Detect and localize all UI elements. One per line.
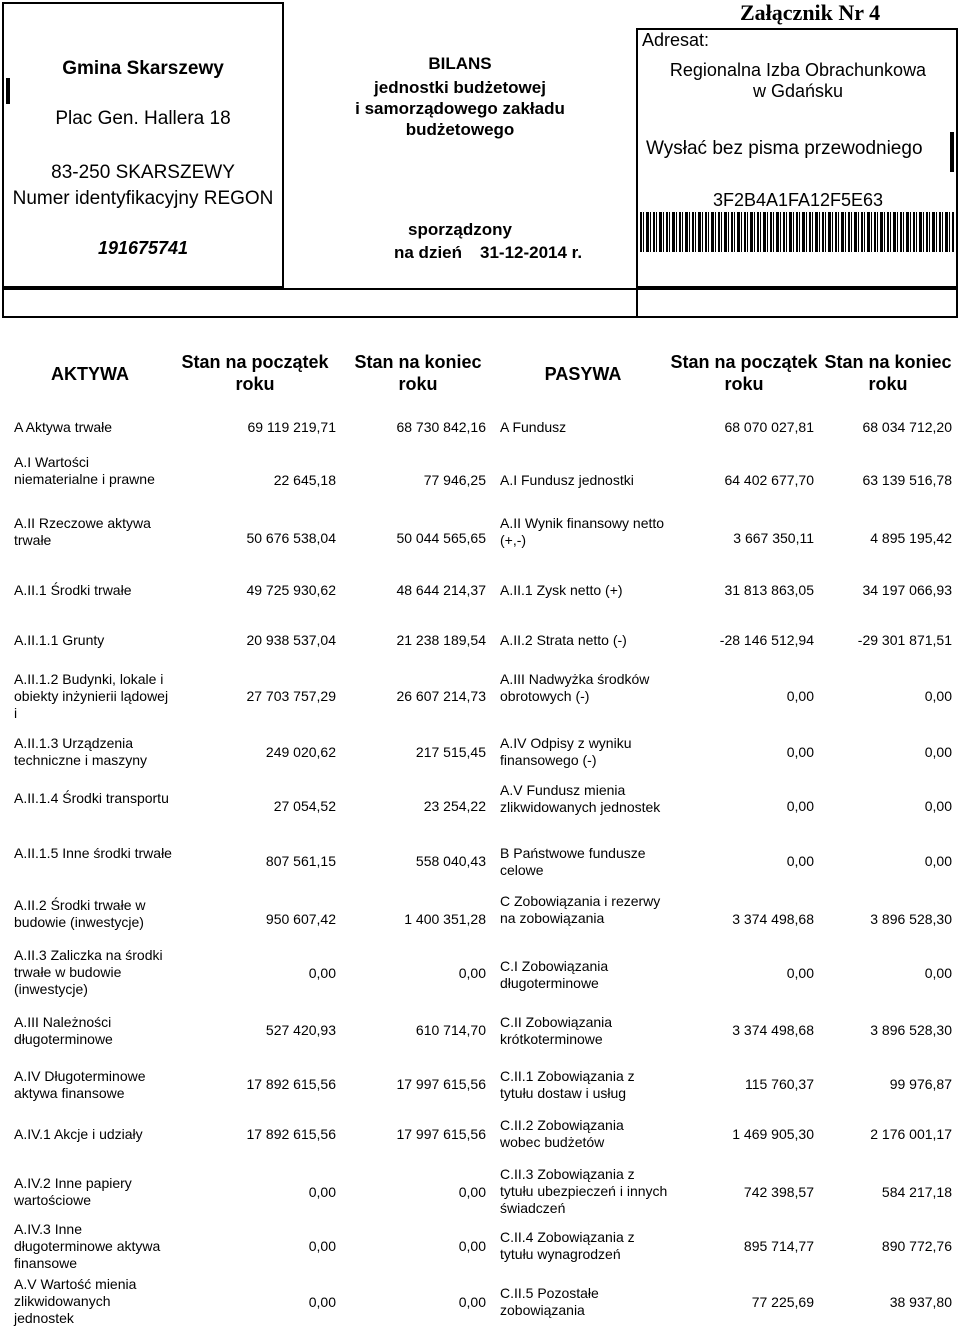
pasywa-label: A.III Nadwyżka środków obrotowych (-): [500, 671, 650, 704]
aktywa-label: A.V Wartość mienia zlikwidowanych jednostek: [14, 1276, 137, 1326]
pasywa-end-value: 38 937,80: [889, 1294, 952, 1310]
aktywa-end-value: 0,00: [458, 965, 486, 981]
aktywa-label: A.II.1.1 Grunty: [14, 632, 105, 648]
aktywa-start-value: 0,00: [308, 1238, 336, 1254]
aktywa-label: A.I Wartości niematerialne i prawne: [14, 454, 155, 487]
aktywa-end-value: 48 644 214,37: [396, 582, 486, 598]
right-marker: [950, 132, 954, 172]
aktywa-end-value: 217 515,45: [415, 744, 486, 760]
pasywa-end-value: 0,00: [924, 965, 952, 981]
gmina-name: Gmina Skarszewy: [62, 58, 224, 79]
pasywa-label: A.V Fundusz mienia zlikwidowanych jednostek: [500, 782, 661, 815]
doc-subtitle-1: jednostki budżetowej: [374, 78, 546, 97]
pasywa-start-value: -28 146 512,94: [719, 632, 814, 648]
pasywa-label: C.I Zobowiązania długoterminowe: [500, 958, 609, 991]
aktywa-label: A.IV.3 Inne długoterminowe aktywa finansowe: [14, 1221, 161, 1271]
aktywa-start-value: 0,00: [308, 1294, 336, 1310]
aktywa-start-value: 950 607,42: [265, 911, 336, 927]
pasywa-end-value: 890 772,76: [881, 1238, 952, 1254]
aktywa-start-value: 20 938 537,04: [246, 632, 336, 648]
pasywa-start-value: 3 374 498,68: [732, 911, 814, 927]
attachment-label: Załącznik Nr 4: [740, 0, 881, 25]
prepared-label: sporządzony: [408, 220, 512, 239]
pasywa-end-value: 63 139 516,78: [862, 472, 952, 488]
pasywa-end-value: -29 301 871,51: [857, 632, 952, 648]
aktywa-start-value: 50 676 538,04: [246, 530, 336, 546]
pasywa-start-value: 742 398,57: [743, 1184, 814, 1200]
pasywa-end-value: 68 034 712,20: [862, 419, 952, 435]
left-marker: [6, 78, 10, 104]
aktywa-end-value: 558 040,43: [415, 853, 486, 869]
aktywa-start-value: 0,00: [308, 965, 336, 981]
pasywa-label: A.II.2 Strata netto (-): [500, 632, 627, 648]
aktywa-end-value: 0,00: [458, 1238, 486, 1254]
addressee-line-1: Regionalna Izba Obrachunkowa: [669, 60, 927, 80]
aktywa-label: A.II.1.3 Urządzenia techniczne i maszyny: [14, 735, 148, 768]
date-label: na dzień: [394, 243, 463, 262]
aktywa-end-value: 0,00: [458, 1294, 486, 1310]
pasywa-label: A.II Wynik finansowy netto (+,-): [500, 515, 665, 548]
aktywa-label: A.II Rzeczowe aktywa trwałe: [14, 515, 151, 548]
aktywa-end-value: 50 044 565,65: [396, 530, 486, 546]
barcode: [640, 212, 954, 252]
aktywa-end-value: 68 730 842,16: [396, 419, 486, 435]
pasywa-label: A.II.1 Zysk netto (+): [500, 582, 623, 598]
pasywa-end-value: 34 197 066,93: [862, 582, 952, 598]
aktywa-label: A.IV.2 Inne papiery wartościowe: [14, 1175, 132, 1208]
aktywa-end-value: 77 946,25: [423, 472, 486, 488]
aktywa-start-value: 807 561,15: [265, 853, 336, 869]
aktywa-start-value: 0,00: [308, 1184, 336, 1200]
pasywa-end-value: 0,00: [924, 744, 952, 760]
aktywa-end-value: 17 997 615,56: [396, 1126, 486, 1142]
gmina-street: Plac Gen. Hallera 18: [55, 108, 231, 129]
pasywa-label: C.II Zobowiązania krótkoterminowe: [500, 1014, 613, 1047]
pasywa-start-value: 3 374 498,68: [732, 1022, 814, 1038]
aktywa-start-value: 249 020,62: [265, 744, 336, 760]
pasywa-label: C.II.5 Pozostałe zobowiązania: [500, 1285, 599, 1318]
aktywa-end-value: 610 714,70: [415, 1022, 486, 1038]
pasywa-start-value: 0,00: [786, 853, 814, 869]
document-code: 3F2B4A1FA12F5E63: [712, 190, 884, 210]
col-p-start-2: roku: [724, 374, 764, 394]
header-bottom-box: [2, 288, 958, 318]
col-aktywa: AKTYWA: [51, 364, 129, 384]
aktywa-end-value: 21 238 189,54: [396, 632, 486, 648]
pasywa-label: A Fundusz: [500, 419, 567, 435]
pasywa-end-value: 0,00: [924, 853, 952, 869]
pasywa-start-value: 115 760,37: [744, 1076, 814, 1092]
aktywa-label: A.II.1 Środki trwałe: [14, 582, 132, 598]
col-a-start-1: Stan na początek: [181, 352, 329, 372]
aktywa-start-value: 17 892 615,56: [246, 1076, 336, 1092]
pasywa-start-value: 0,00: [786, 744, 814, 760]
aktywa-start-value: 527 420,93: [265, 1022, 336, 1038]
aktywa-end-value: 1 400 351,28: [404, 911, 486, 927]
col-p-start-1: Stan na początek: [670, 352, 818, 372]
col-a-end-2: roku: [398, 374, 438, 394]
pasywa-start-value: 3 667 350,11: [733, 530, 814, 546]
pasywa-start-value: 31 813 863,05: [724, 582, 814, 598]
pasywa-end-value: 4 895 195,42: [870, 530, 952, 546]
send-note: Wysłać bez pisma przewodniego: [646, 138, 923, 159]
aktywa-label: A.IV.1 Akcje i udziały: [14, 1126, 143, 1142]
aktywa-start-value: 27 703 757,29: [246, 688, 336, 704]
aktywa-start-value: 17 892 615,56: [246, 1126, 336, 1142]
pasywa-start-value: 0,00: [786, 688, 814, 704]
aktywa-label: A.II.1.5 Inne środki trwałe: [14, 845, 172, 861]
pasywa-end-value: 3 896 528,30: [870, 911, 952, 927]
aktywa-end-value: 26 607 214,73: [396, 688, 486, 704]
aktywa-start-value: 69 119 219,71: [247, 419, 336, 435]
aktywa-label: A.IV Długoterminowe aktywa finansowe: [14, 1068, 146, 1101]
pasywa-label: C.II.3 Zobowiązania z tytułu ubezpieczeń i innych świadczeń: [500, 1166, 668, 1216]
gmina-city: 83-250 SKARSZEWY: [51, 162, 235, 183]
aktywa-label: A Aktywa trwałe: [14, 419, 113, 435]
aktywa-end-value: 17 997 615,56: [396, 1076, 486, 1092]
pasywa-start-value: 77 225,69: [751, 1294, 814, 1310]
pasywa-end-value: 99 976,87: [889, 1076, 952, 1092]
aktywa-end-value: 0,00: [458, 1184, 486, 1200]
aktywa-start-value: 49 725 930,62: [246, 582, 336, 598]
pasywa-label: A.I Fundusz jednostki: [500, 472, 634, 488]
col-pasywa: PASYWA: [544, 364, 622, 384]
col-p-end-1: Stan na koniec: [824, 352, 952, 372]
pasywa-start-value: 0,00: [786, 965, 814, 981]
pasywa-end-value: 0,00: [924, 688, 952, 704]
regon-label: Numer identyfikacyjny REGON: [12, 188, 274, 209]
col-a-end-1: Stan na koniec: [354, 352, 482, 372]
regon-value: 191675741: [97, 238, 189, 258]
col-p-end-2: roku: [868, 374, 908, 394]
pasywa-end-value: 584 217,18: [881, 1184, 952, 1200]
pasywa-end-value: 0,00: [924, 798, 952, 814]
pasywa-label: C.II.4 Zobowiązania z tytułu wynagrodzeń: [500, 1229, 635, 1262]
doc-subtitle-3: budżetowego: [405, 120, 515, 139]
addressee-line-2: w Gdańsku: [752, 81, 844, 101]
date-value: 31-12-2014 r.: [480, 243, 583, 262]
pasywa-start-value: 68 070 027,81: [724, 419, 814, 435]
pasywa-label: C Zobowiązania i rezerwy na zobowiązania: [500, 893, 661, 926]
pasywa-start-value: 64 402 677,70: [724, 472, 814, 488]
aktywa-label: A.II.2 Środki trwałe w budowie (inwestycje): [14, 897, 146, 930]
pasywa-label: A.IV Odpisy z wyniku finansowego (-): [500, 735, 632, 768]
pasywa-start-value: 895 714,77: [743, 1238, 814, 1254]
aktywa-end-value: 23 254,22: [423, 798, 486, 814]
aktywa-label: A.II.1.2 Budynki, lokale i obiekty inżynierii lądowej i: [14, 671, 169, 721]
col-a-start-2: roku: [235, 374, 275, 394]
aktywa-start-value: 27 054,52: [273, 798, 336, 814]
aktywa-label: A.II.3 Zaliczka na środki trwałe w budowie (inwestycje): [14, 947, 163, 997]
doc-title: BILANS: [428, 54, 492, 73]
pasywa-end-value: 2 176 001,17: [870, 1126, 952, 1142]
pasywa-label: C.II.1 Zobowiązania z tytułu dostaw i usług: [500, 1068, 635, 1101]
pasywa-end-value: 3 896 528,30: [870, 1022, 952, 1038]
aktywa-start-value: 22 645,18: [273, 472, 336, 488]
addressee-label: Adresat:: [642, 30, 710, 50]
aktywa-label: A.III Należności długoterminowe: [14, 1014, 113, 1047]
pasywa-label: B Państwowe fundusze celowe: [500, 845, 646, 878]
pasywa-start-value: 0,00: [786, 798, 814, 814]
doc-subtitle-2: i samorządowego zakładu: [355, 99, 565, 118]
pasywa-label: C.II.2 Zobowiązania wobec budżetów: [500, 1117, 624, 1150]
header-bottom-divider: [636, 288, 638, 318]
pasywa-start-value: 1 469 905,30: [732, 1126, 814, 1142]
aktywa-label: A.II.1.4 Środki transportu: [14, 790, 169, 806]
